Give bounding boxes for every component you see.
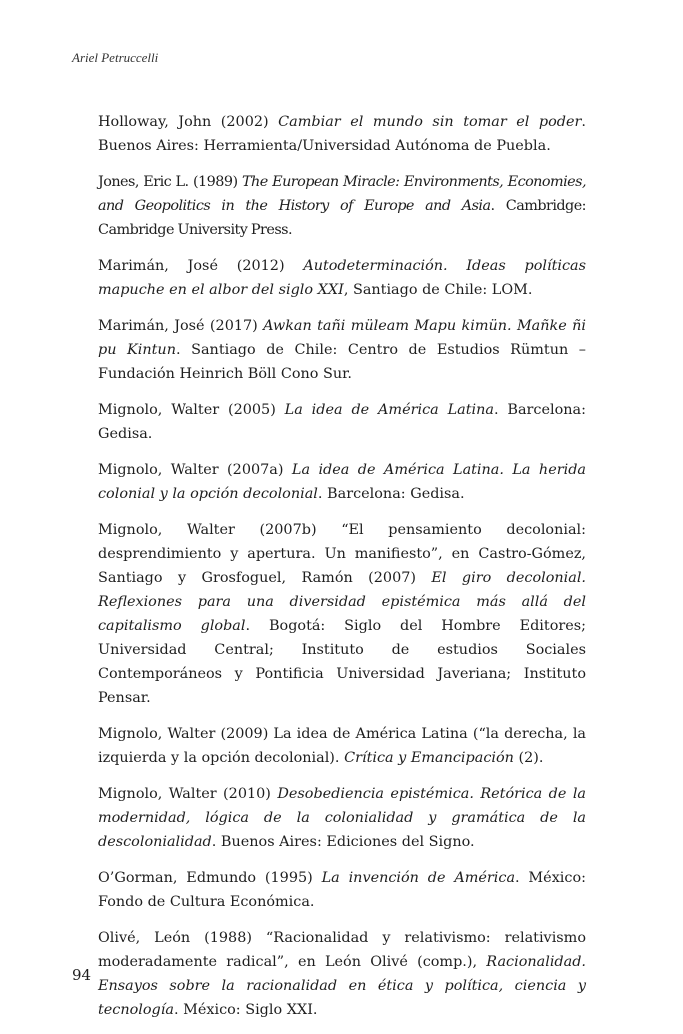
entry-text: Mignolo, Walter (2007b) “El pensamiento decolonial: desprendimiento y apertura. Un manifiesto”, en Castro-Gómez, Santiago y Grosfoguel, Ramón (2007) (98, 522, 586, 586)
entry-text: . México: Siglo XXI. (173, 1002, 318, 1018)
bibliography-entry (98, 170, 586, 242)
entry-text: Mignolo, Walter (2010) (98, 786, 278, 802)
entry-text: . México: Fondo de Cultura Económica. (98, 870, 586, 910)
entry-title-italic: La invención de América (321, 870, 516, 886)
bibliography-entry (98, 866, 586, 914)
entry-text: O’Gorman, Edmundo (1995) (98, 870, 322, 886)
entry-title-italic: Crítica y Emancipación (344, 750, 514, 766)
bibliography-list (98, 110, 586, 1034)
entry-title-italic: Awkan tañi müleam Mapu kimün. Mañke ñi pu Kintun (98, 318, 586, 358)
bibliography-entry (98, 398, 586, 446)
bibliography-entry (98, 458, 586, 506)
entry-text: Olivé, León (1988) “Racionalidad y relativismo: relativismo moderadamente radical”, en León Olivé (comp.), (98, 930, 586, 970)
entry-text: (2). (513, 750, 544, 766)
entry-title-italic: La idea de América Latina (284, 402, 494, 418)
running-header-author: Ariel Petruccelli (72, 50, 159, 65)
entry-text: . Bogotá: Siglo del Hombre Editores; Universidad Central; Instituto de estudios Sociales Contemporáneos y Pontificia Universidad Javeriana; Instituto Pensar. (98, 618, 586, 706)
entry-title-italic: El giro decolonial. Reflexiones para una diversidad epistémica más allá del capitalismo global (98, 570, 586, 634)
entry-text: Mignolo, Walter (2005) (98, 402, 285, 418)
bibliography-entry (98, 782, 586, 854)
entry-text: Holloway, John (2002) (98, 114, 279, 130)
entry-text: Mignolo, Walter (2007a) (98, 462, 292, 478)
entry-text: Marimán, José (2012) (98, 258, 304, 274)
entry-text: . Santiago de Chile: Centro de Estudios Rümtun – Fundación Heinrich Böll Cono Sur. (98, 342, 587, 382)
entry-title-italic: The European Miracle: Environments, Economies, and Geopolitics in the History of Europe and Asia (98, 174, 586, 214)
bibliography-entry (98, 926, 586, 1022)
entry-text: Mignolo, Walter (2009) La idea de América Latina (“la derecha, la izquierda y la opción decolonial). (98, 726, 586, 766)
entry-text: . Cambridge: Cambridge University Press. (98, 198, 586, 238)
bibliography-entry (98, 722, 586, 770)
entry-title-italic: Cambiar el mundo sin tomar el poder (278, 114, 582, 130)
page-number: 94 (72, 966, 92, 984)
entry-title-italic: Desobediencia epistémica. Retórica de la modernidad, lógica de la colonialidad y gramática de la descolonialidad (98, 786, 586, 850)
entry-text: . Barcelona: Gedisa. (317, 486, 465, 502)
entry-title-italic: Racionalidad. Ensayos sobre la racionalidad en ética y política, ciencia y tecnología (98, 954, 586, 1018)
entry-text: . Buenos Aires: Herramienta/Universidad Autónoma de Puebla. (98, 114, 586, 154)
entry-text: . Buenos Aires: Ediciones del Signo. (211, 834, 475, 850)
bibliography-entry (98, 110, 586, 158)
entry-text: Jones, Eric L. (1989) (98, 174, 242, 190)
entry-title-italic: La idea de América Latina. La herida colonial y la opción decolonial (98, 462, 586, 502)
entry-title-italic: Autodeterminación. Ideas políticas mapuche en el albor del siglo XXI (98, 258, 586, 298)
bibliography-entry (98, 254, 586, 302)
bibliography-entry (98, 518, 586, 710)
entry-text: Marimán, José (2017) (98, 318, 264, 334)
bibliography-entry (98, 314, 586, 386)
entry-text: . Barcelona: Gedisa. (98, 402, 586, 442)
entry-text: , Santiago de Chile: LOM. (343, 282, 533, 298)
